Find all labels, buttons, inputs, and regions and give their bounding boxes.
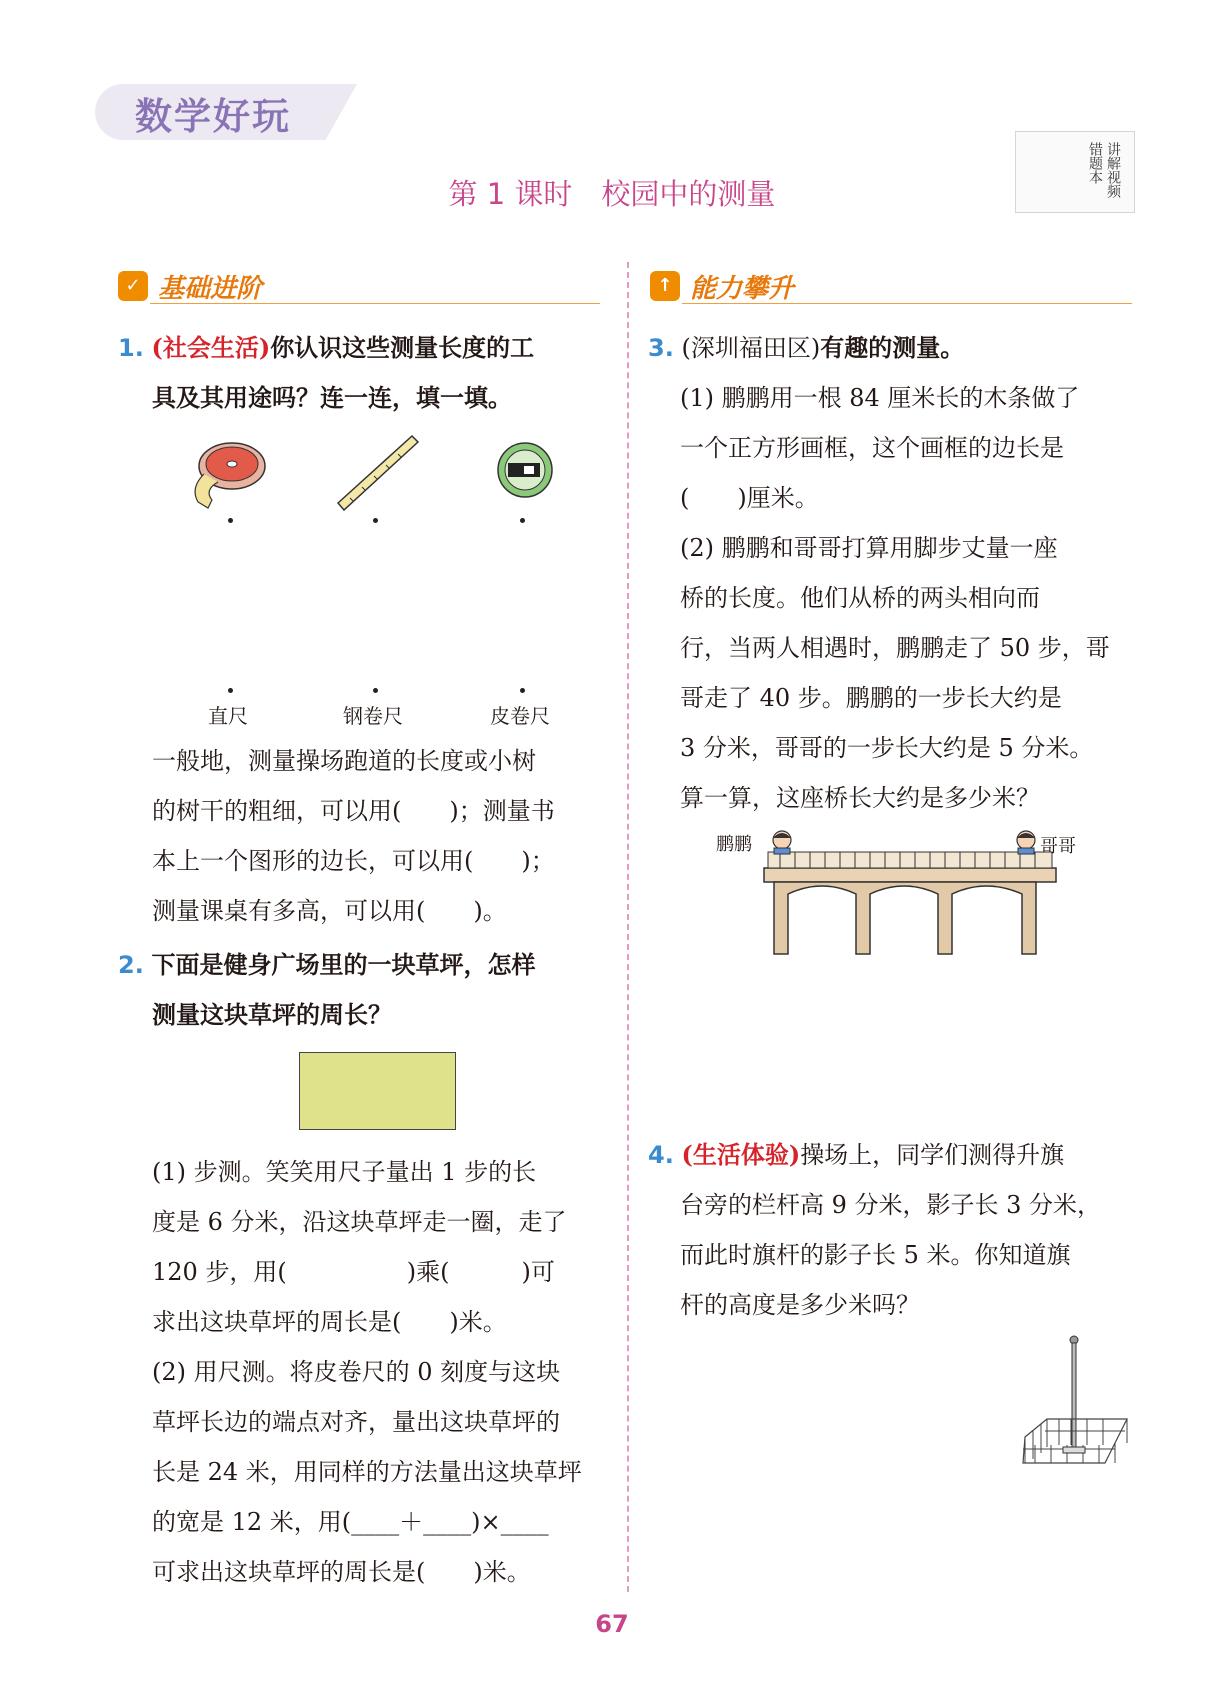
label-ruler: 直尺: [208, 704, 248, 728]
q3-line-4: (2) 鹏鹏和哥哥打算用脚步丈量一座: [680, 534, 1058, 562]
question-1-tag: (社会生活): [151, 333, 271, 362]
question-3: [648, 333, 964, 363]
tape-measure-icon: [195, 443, 265, 508]
q2-part-line-6: 草坪长边的端点对齐，量出这块草坪的: [152, 1408, 560, 1436]
question-4-tag: (生活体验): [681, 1140, 801, 1169]
label-brother: 哥哥: [1040, 836, 1076, 857]
q3-line-6: 行，当两人相遇时，鹏鹏走了 50 步，哥: [680, 634, 1110, 662]
q4-line-4: 杆的高度是多少米吗？: [680, 1291, 920, 1319]
q4-line-1: 操场上，同学们测得升旗: [800, 1141, 1065, 1169]
q2-part-line-3: 120 步，用( )乘( )可: [152, 1258, 555, 1286]
q3-line-9: 算一算，这座桥长大约是多少米？: [680, 784, 1040, 812]
tool-dot-1[interactable]: [228, 518, 233, 523]
question-1-number: 1.: [118, 334, 144, 362]
q1-fill-line-2: 的树干的粗细，可以用( )；测量书: [152, 797, 555, 825]
measuring-tools-picture: [190, 428, 610, 528]
q2-part-line-8: 的宽是 12 米，用(____＋____)×____: [152, 1508, 549, 1536]
page-number: 67: [595, 1610, 629, 1638]
question-1-line-1: 你认识这些测量长度的工: [270, 334, 535, 362]
label-pengpeng: 鹏鹏: [716, 834, 752, 855]
qr-label-video: 讲解视频: [1105, 142, 1121, 198]
tool-dot-2[interactable]: [373, 518, 378, 523]
ruler-icon: [338, 436, 418, 510]
question-3-number: 3.: [648, 334, 674, 362]
q1-fill-line-1: 一般地，测量操场跑道的长度或小树: [152, 747, 536, 775]
column-divider: [627, 262, 629, 1592]
question-2-line-1: 下面是健身广场里的一块草坪，怎样: [151, 951, 536, 979]
q3-line-3: ( )厘米。: [680, 484, 819, 512]
q3-line-2: 一个正方形画框，这个画框的边长是: [680, 434, 1064, 462]
q2-part-line-1: (1) 步测。笑笑用尺子量出 1 步的长: [152, 1158, 537, 1186]
qr-code-box[interactable]: [1015, 131, 1135, 213]
label-dot-3[interactable]: [520, 688, 525, 693]
lawn-rectangle: [299, 1052, 456, 1130]
q3-line-8: 3 分米，哥哥的一步长大约是 5 分米。: [680, 734, 1094, 762]
question-3-title: 有趣的测量。: [820, 334, 965, 362]
q2-part-line-5: (2) 用尺测。将皮卷尺的 0 刻度与这块: [152, 1358, 561, 1386]
q1-fill-line-3: 本上一个图形的边长，可以用( )；: [152, 847, 555, 875]
q2-part-line-7: 长是 24 米，用同样的方法量出这块草坪: [152, 1458, 582, 1486]
q3-line-7: 哥走了 40 步。鹏鹏的一步长大约是: [680, 684, 1062, 712]
label-dot-2[interactable]: [373, 688, 378, 693]
question-2: [118, 950, 535, 980]
label-steel-tape: 钢卷尺: [343, 704, 403, 728]
lesson-title: 第 1 课时 校园中的测量: [448, 177, 776, 211]
bridge-picture: [760, 830, 1060, 960]
label-dot-1[interactable]: [228, 688, 233, 693]
q1-fill-line-4: 测量课桌有多高，可以用( )。: [152, 897, 507, 925]
tool-dot-3[interactable]: [520, 518, 525, 523]
question-1-line-2: 具及其用途吗？连一连，填一填。: [152, 384, 512, 412]
basic-section-underline: [150, 303, 600, 304]
q2-part-line-2: 度是 6 分米，沿这块草坪走一圈，走了: [152, 1208, 567, 1236]
q2-part-line-9: 可求出这块草坪的周长是( )米。: [152, 1558, 531, 1586]
qr-label-wrongbook: 错题本: [1087, 142, 1103, 184]
q3-line-5: 桥的长度。他们从桥的两头相向而: [680, 584, 1040, 612]
question-4: [648, 1140, 1064, 1170]
banner-title: 数学好玩: [135, 95, 291, 138]
advanced-section-icon: ↑: [650, 271, 680, 301]
advanced-section-title: 能力攀升: [690, 274, 795, 304]
question-2-line-2: 测量这块草坪的周长？: [152, 1001, 392, 1029]
q4-line-2: 台旁的栏杆高 9 分米，影子长 3 分米，: [680, 1191, 1102, 1219]
label-cloth-tape: 皮卷尺: [490, 704, 550, 728]
question-3-tag: (深圳福田区): [681, 334, 821, 362]
q3-line-1: (1) 鹏鹏用一根 84 厘米长的木条做了: [680, 384, 1080, 412]
question-2-number: 2.: [118, 951, 144, 979]
advanced-section-underline: [682, 303, 1132, 304]
basic-section-title: 基础进阶: [158, 274, 263, 304]
question-4-number: 4.: [648, 1141, 674, 1169]
steel-tape-icon: [498, 443, 552, 497]
flagpole-picture: [1015, 1335, 1135, 1475]
question-1: [118, 333, 534, 363]
q4-line-3: 而此时旗杆的影子长 5 米。你知道旗: [680, 1241, 1071, 1269]
basic-section-icon: ✓: [118, 271, 148, 301]
q2-part-line-4: 求出这块草坪的周长是( )米。: [152, 1308, 507, 1336]
